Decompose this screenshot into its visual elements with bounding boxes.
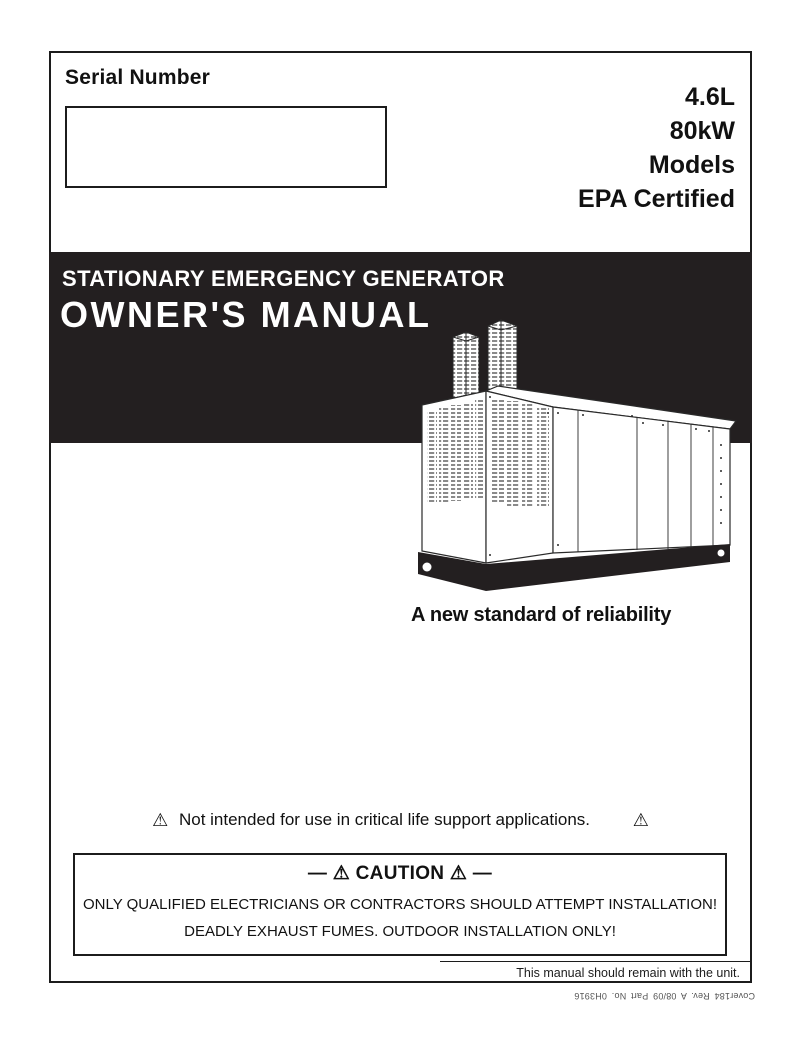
serial-number-label: Serial Number <box>65 66 210 89</box>
life-support-warning <box>49 810 752 831</box>
warning-triangle-icon: ⚠ <box>152 810 169 830</box>
model-specs <box>578 80 735 216</box>
serial-number-box[interactable] <box>65 106 387 188</box>
caution-box <box>73 853 727 956</box>
banner-subtitle: STATIONARY EMERGENCY GENERATOR <box>62 266 505 291</box>
page-title: OWNER'S MANUAL <box>60 294 432 335</box>
spec-displacement: 4.6L <box>684 83 735 111</box>
manual-note-box <box>440 961 750 984</box>
spec-models: Models <box>648 151 735 179</box>
warning-text: Not intended for use in critical life support applications. <box>178 810 591 829</box>
caution-line-exhaust: DEADLY EXHAUST FUMES. OUTDOOR INSTALLATION ONLY! <box>184 923 616 940</box>
warning-triangle-icon: ⚠ <box>632 810 649 830</box>
manual-note-text: This manual should remain with the unit. <box>516 966 740 980</box>
spec-epa: EPA Certified <box>578 185 735 213</box>
spec-power: 80kW <box>669 117 735 145</box>
part-number-rotated-text: Cover184 Rev. A 08/09 Part No. 0H3916 <box>574 991 755 1001</box>
caution-line-electricians: ONLY QUALIFIED ELECTRICIANS OR CONTRACTORS SHOULD ATTEMPT INSTALLATION! <box>83 896 717 913</box>
tagline: A new standard of reliability <box>411 604 672 626</box>
caution-title: — ⚠ CAUTION ⚠ — <box>307 863 493 884</box>
generator-illustration <box>400 295 760 605</box>
